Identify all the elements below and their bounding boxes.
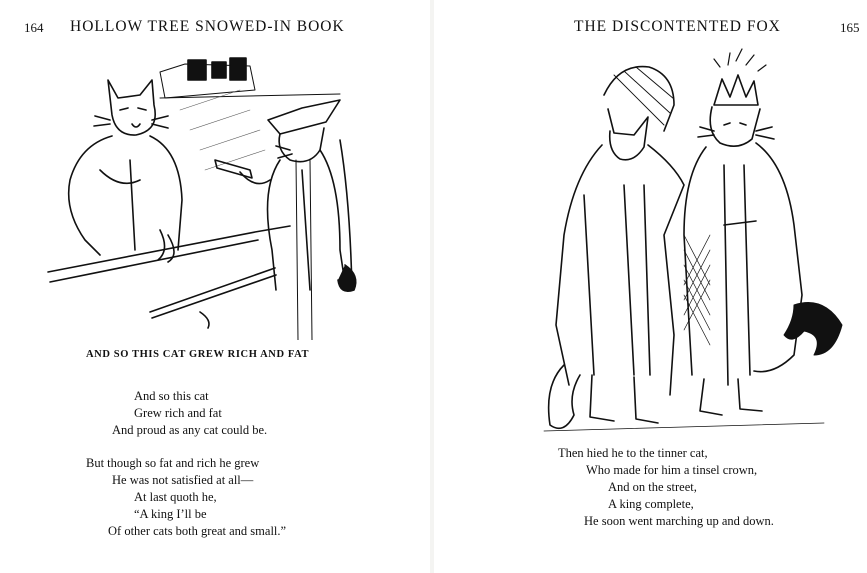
verse-line: But though so fat and rich he grew [86,456,260,470]
left-page [0,0,430,573]
running-head: THE DISCONTENTED FOX [574,18,781,35]
verse-line: He was not satisfied at all— [112,473,254,487]
verse-line: Of other cats both great and small.” [108,524,287,538]
verse-line: A king complete, [608,497,694,511]
cat-counter-illustration [40,50,370,340]
verse-line: And on the street, [608,480,697,494]
illustration-caption: AND SO THIS CAT GREW RICH AND FAT [86,349,310,360]
page-number: 165 [840,20,860,35]
page-number: 164 [24,20,44,35]
right-page [434,0,867,573]
verse-line: Who made for him a tinsel crown, [586,463,758,477]
running-head: HOLLOW TREE SNOWED-IN BOOK [70,18,345,35]
fox-and-cat-illustration [524,35,844,445]
verse-line: Grew rich and fat [134,406,222,420]
verse-line: At last quoth he, [134,490,217,504]
verse-line: And proud as any cat could be. [112,423,268,437]
verse-line: And so this cat [134,389,209,403]
verse-line: “A king I’ll be [134,507,207,521]
verse-line: He soon went marching up and down. [584,514,774,528]
verse-line: Then hied he to the tinner cat, [558,446,708,460]
